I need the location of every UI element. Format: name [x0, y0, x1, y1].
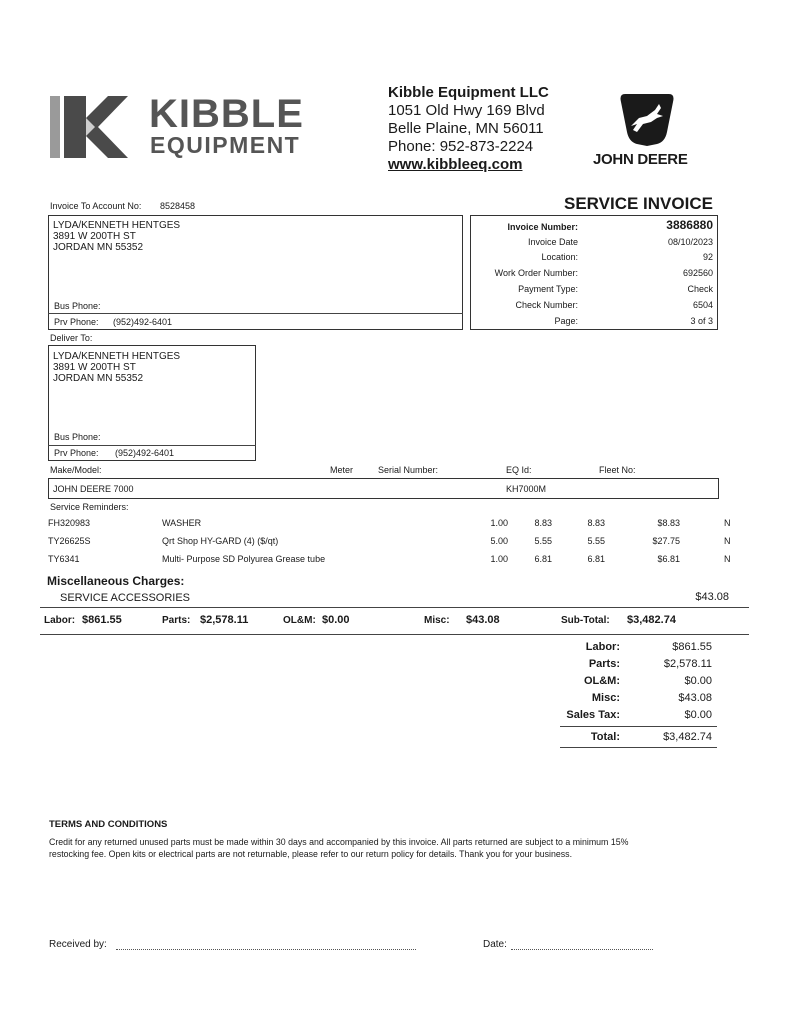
- payment-type-label: Payment Type:: [518, 284, 578, 294]
- kibble-k-icon: [50, 96, 128, 158]
- terms-line-1: Credit for any returned unused parts must be made within 30 days and accompanied by this invoice. All parts returned are subject to a minimum 15%: [49, 837, 629, 847]
- deliver-to-prv-phone: (952)492-6401: [115, 448, 175, 458]
- part-price: 5.55: [534, 536, 552, 546]
- summary-labor-label: Labor:: [44, 615, 76, 626]
- part-description: Qrt Shop HY-GARD (4) ($/qt): [162, 536, 279, 546]
- total-parts-label: Parts:: [588, 658, 620, 670]
- summary-misc-value: $43.08: [466, 614, 500, 626]
- invoice-date-label: Invoice Date: [527, 237, 578, 247]
- deer-icon: [617, 92, 677, 146]
- part-net-price: 8.83: [587, 518, 605, 528]
- make-model-label: Make/Model:: [50, 465, 102, 475]
- equipment-box: [48, 478, 719, 499]
- deliver-to-label: Deliver To:: [50, 333, 93, 343]
- grand-total-value: $3,482.74: [663, 731, 712, 743]
- part-quantity: 1.00: [490, 554, 508, 564]
- service-reminders-label: Service Reminders:: [50, 502, 129, 512]
- bill-to-street: 3891 W 200TH ST: [53, 231, 136, 242]
- summary-subtotal-label: Sub-Total:: [561, 615, 610, 626]
- total-sales-tax-value: $0.00: [684, 709, 712, 721]
- terms-heading: TERMS AND CONDITIONS: [49, 819, 168, 830]
- deliver-to-prv-phone-label: Prv Phone:: [54, 448, 99, 458]
- work-order-value: 692560: [682, 268, 713, 278]
- location-label: Location:: [541, 252, 578, 262]
- terms-line-2: restocking fee. Open kits or electrical parts are not returnable, please refer to our return policy for details. Thank you for your business.: [49, 849, 573, 859]
- company-address1: 1051 Old Hwy 169 Blvd: [388, 102, 545, 119]
- invoice-title: SERVICE INVOICE: [564, 194, 713, 213]
- location-value: 92: [702, 252, 713, 262]
- part-flag: N: [724, 536, 731, 546]
- part-extended: $27.75: [652, 536, 680, 546]
- deliver-to-street: 3891 W 200TH ST: [53, 362, 136, 373]
- received-by-label: Received by:: [49, 939, 107, 950]
- part-extended: $8.83: [657, 518, 680, 528]
- part-net-price: 5.55: [587, 536, 605, 546]
- part-net-price: 6.81: [587, 554, 605, 564]
- part-price: 6.81: [534, 554, 552, 564]
- account-label: Invoice To Account No:: [50, 201, 142, 211]
- make-model-value: JOHN DEERE 7000: [53, 484, 134, 494]
- eq-id-value: KH7000M: [506, 484, 547, 494]
- deliver-to-bus-phone-label: Bus Phone:: [54, 432, 101, 442]
- total-olm-label: OL&M:: [583, 675, 620, 687]
- misc-charge-item: SERVICE ACCESSORIES: [60, 592, 191, 604]
- summary-subtotal-value: $3,482.74: [627, 614, 676, 626]
- bill-to-name: LYDA/KENNETH HENTGES: [53, 220, 181, 231]
- bill-to-prv-phone: (952)492-6401: [113, 317, 173, 327]
- part-description: Multi- Purpose SD Polyurea Grease tube: [162, 554, 326, 564]
- deliver-to-city: JORDAN MN 55352: [53, 373, 144, 384]
- summary-parts-value: $2,578.11: [200, 614, 249, 626]
- serial-number-label: Serial Number:: [378, 465, 439, 475]
- page-value: 3 of 3: [690, 316, 713, 326]
- part-flag: N: [724, 518, 731, 528]
- bill-to-city: JORDAN MN 55352: [53, 242, 144, 253]
- misc-charge-amount: $43.08: [695, 591, 729, 603]
- bill-to-prv-phone-label: Prv Phone:: [54, 317, 99, 327]
- part-number: TY26625S: [48, 536, 91, 546]
- logo-word-kibble: KIBBLE: [149, 92, 304, 136]
- part-number: TY6341: [48, 554, 80, 564]
- part-extended: $6.81: [657, 554, 680, 564]
- total-misc-value: $43.08: [678, 692, 712, 704]
- company-phone: Phone: 952-873-2224: [388, 138, 534, 155]
- check-number-value: 6504: [692, 300, 713, 310]
- account-number: 8528458: [160, 201, 196, 211]
- invoice-date-value: 08/10/2023: [667, 237, 713, 247]
- company-name: Kibble Equipment LLC: [388, 84, 549, 101]
- part-number: FH320983: [48, 518, 91, 528]
- total-misc-label: Misc:: [591, 692, 620, 704]
- page-label: Page:: [554, 316, 578, 326]
- part-quantity: 5.00: [490, 536, 508, 546]
- work-order-label: Work Order Number:: [494, 268, 578, 278]
- invoice-number-label: Invoice Number:: [507, 222, 578, 232]
- payment-type-value: Check: [687, 284, 713, 294]
- part-quantity: 1.00: [490, 518, 508, 528]
- invoice-number-value: 3886880: [666, 218, 713, 232]
- check-number-label: Check Number:: [515, 300, 578, 310]
- summary-parts-label: Parts:: [162, 615, 191, 626]
- date-label: Date:: [483, 939, 507, 950]
- john-deere-wordmark: JOHN DEERE: [593, 151, 688, 168]
- fleet-no-label: Fleet No:: [599, 465, 636, 475]
- summary-olm-label: OL&M:: [283, 615, 316, 626]
- total-olm-value: $0.00: [684, 675, 712, 687]
- received-by-line[interactable]: [116, 948, 416, 950]
- logo-word-equipment: EQUIPMENT: [150, 132, 301, 158]
- total-labor-value: $861.55: [672, 641, 712, 653]
- part-description: WASHER: [162, 518, 202, 528]
- company-address2: Belle Plaine, MN 56011: [388, 120, 544, 137]
- deliver-to-name: LYDA/KENNETH HENTGES: [53, 351, 181, 362]
- total-labor-label: Labor:: [585, 641, 620, 653]
- summary-labor-value: $861.55: [82, 614, 122, 626]
- misc-charges-heading: Miscellaneous Charges:: [47, 574, 185, 588]
- company-website[interactable]: www.kibbleeq.com: [388, 156, 523, 173]
- total-sales-tax-label: Sales Tax:: [566, 709, 620, 721]
- summary-misc-label: Misc:: [424, 615, 450, 626]
- eq-id-label: EQ Id:: [506, 465, 532, 475]
- bill-to-bus-phone-label: Bus Phone:: [54, 301, 101, 311]
- part-flag: N: [724, 554, 731, 564]
- date-line[interactable]: [511, 948, 653, 950]
- total-parts-value: $2,578.11: [663, 658, 712, 670]
- meter-label: Meter: [330, 465, 354, 475]
- summary-olm-value: $0.00: [322, 614, 350, 626]
- grand-total-label: Total:: [590, 731, 620, 743]
- part-price: 8.83: [534, 518, 552, 528]
